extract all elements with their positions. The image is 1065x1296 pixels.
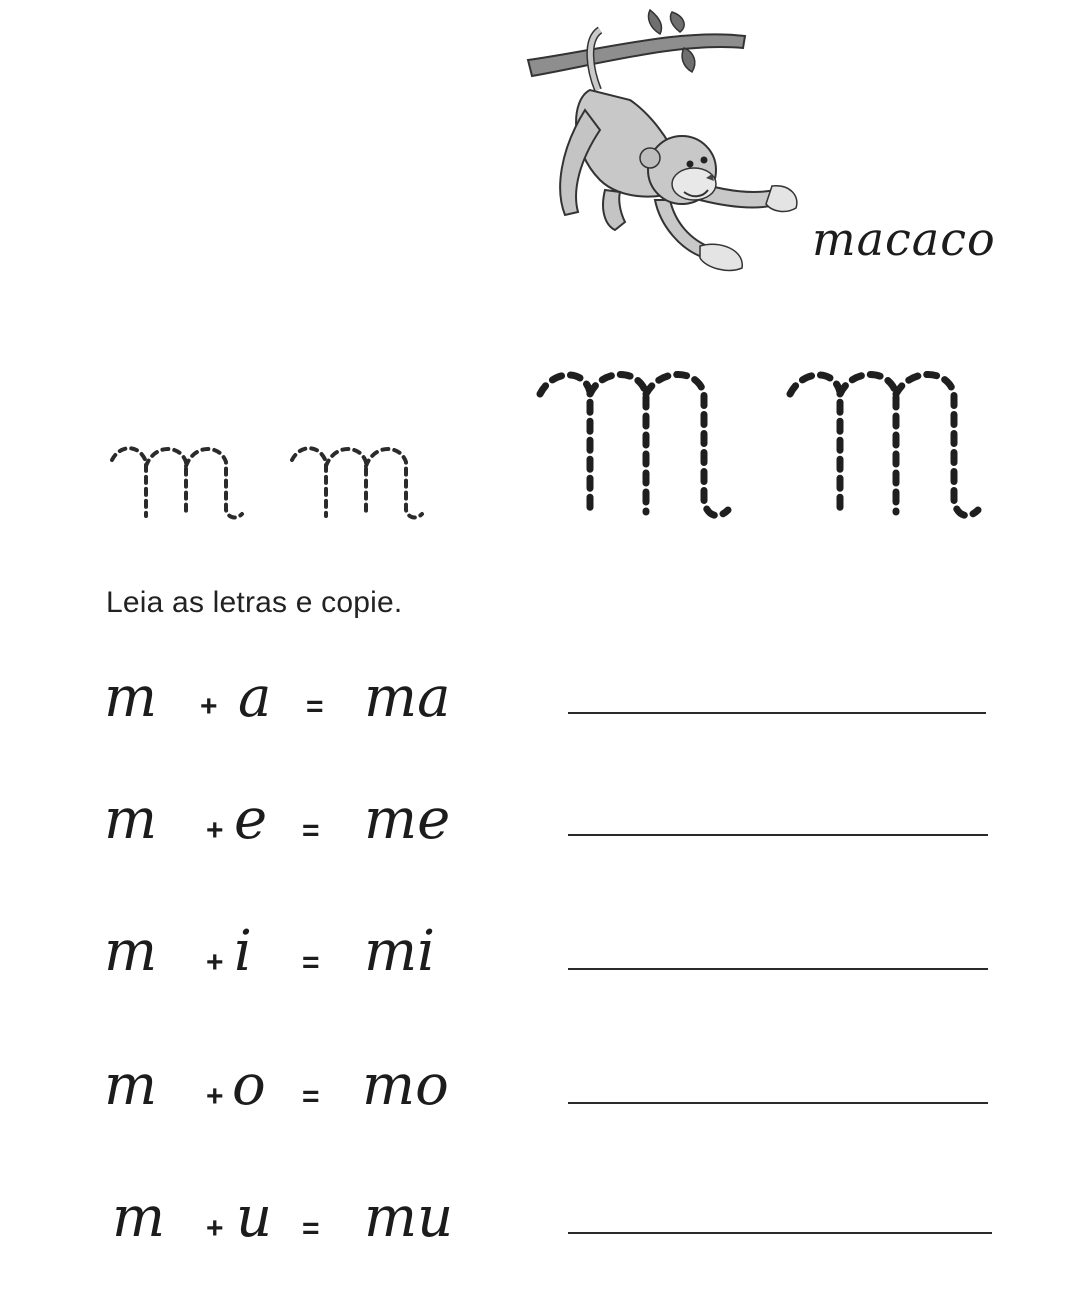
consonant-letter: m: [104, 919, 158, 984]
answer-line[interactable]: [568, 1102, 988, 1104]
tracing-small-m-2: [292, 448, 422, 517]
tracing-large-m-1: [540, 375, 728, 516]
plus-sign: +: [206, 814, 224, 847]
plus-sign: +: [206, 946, 224, 979]
equals-sign: =: [306, 690, 324, 723]
tracing-large-m-2: [790, 375, 978, 516]
vowel-letter: o: [232, 1053, 266, 1118]
equals-sign: =: [302, 1080, 320, 1113]
equals-sign: =: [302, 814, 320, 847]
monkey-word: macaco: [812, 212, 996, 266]
consonant-letter: m: [104, 787, 158, 852]
syllable-row: [0, 787, 1065, 880]
plus-sign: +: [206, 1080, 224, 1113]
vowel-letter: i: [234, 919, 252, 984]
equals-sign: =: [302, 1212, 320, 1245]
answer-line[interactable]: [568, 712, 986, 714]
syllable: me: [364, 787, 451, 852]
syllable-row: [0, 919, 1065, 1012]
syllable: mi: [364, 919, 436, 984]
syllable-row: [0, 1186, 1065, 1276]
vowel-letter: e: [234, 787, 268, 852]
syllable: mo: [362, 1053, 449, 1118]
equals-sign: =: [302, 946, 320, 979]
syllable: ma: [364, 665, 451, 730]
consonant-letter: m: [104, 665, 158, 730]
syllable: mu: [364, 1185, 454, 1250]
plus-sign: +: [206, 1212, 224, 1245]
vowel-letter: a: [238, 665, 272, 730]
tracing-small-m-1: [112, 448, 242, 517]
answer-line[interactable]: [568, 1232, 992, 1234]
syllable-row: [0, 1053, 1065, 1146]
plus-sign: +: [200, 690, 218, 723]
consonant-letter: m: [112, 1185, 166, 1250]
syllable-row: [0, 665, 1065, 758]
vowel-letter: u: [236, 1185, 273, 1250]
instruction-text: Leia as letras e copie.: [106, 586, 403, 619]
consonant-letter: m: [104, 1053, 158, 1118]
answer-line[interactable]: [568, 968, 988, 970]
answer-line[interactable]: [568, 834, 988, 836]
